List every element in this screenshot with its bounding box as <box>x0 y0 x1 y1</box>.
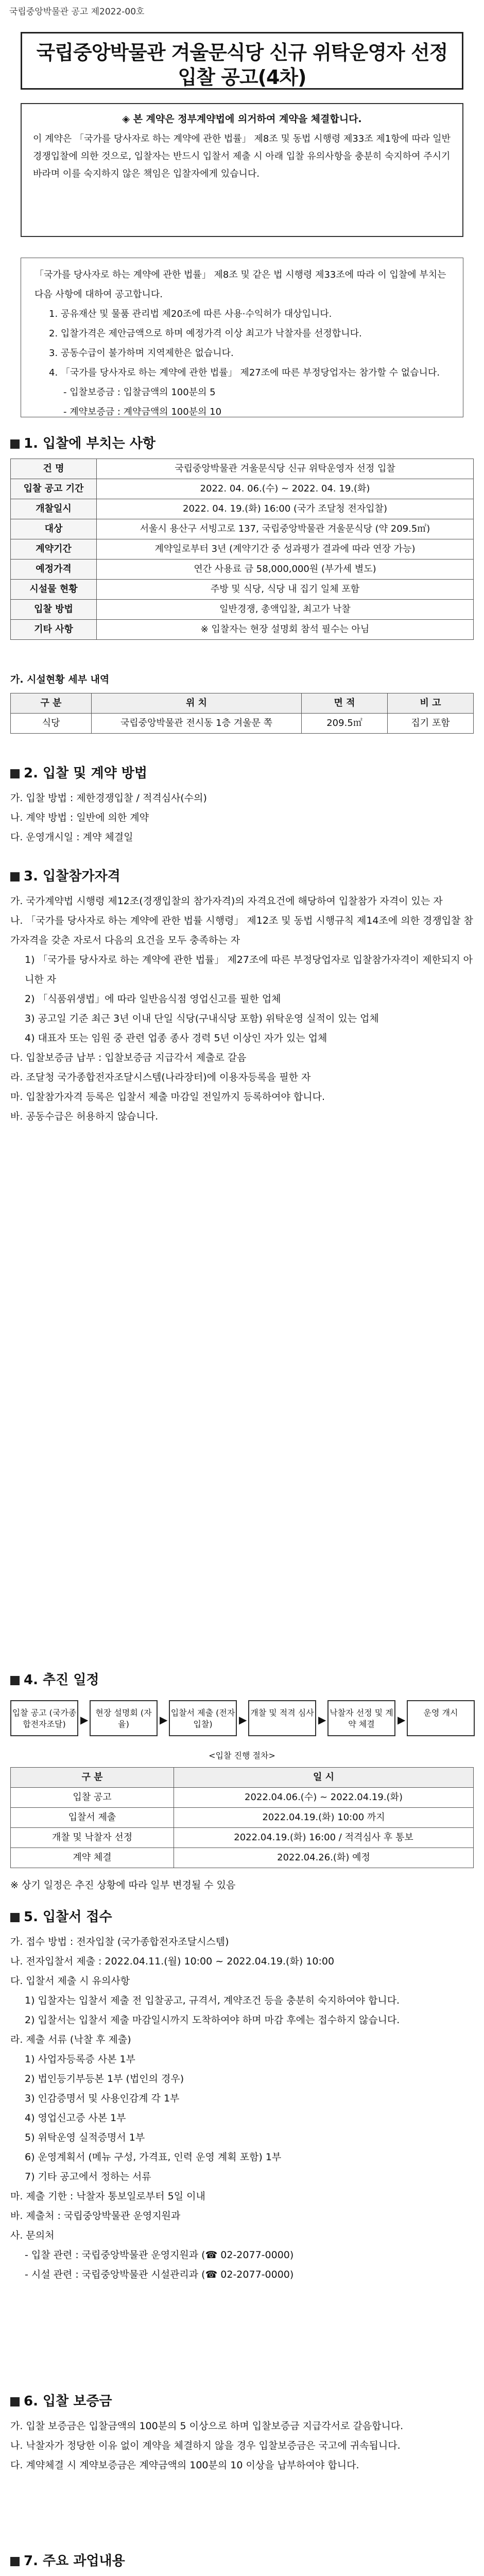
title-box <box>21 32 463 90</box>
table-header-row: 구 분 일 시 <box>11 1768 474 1788</box>
section-body: 가. 접수 방법 : 전자입찰 (국가종합전자조달시스템) 나. 전자입찰서 제출 : 2022.04.11.(월) 10:00 ~ 2022.04.19.(화) 10:00 다. 입찰서 제출 시 유의사항 1) 입찰자는 입찰서 제출 전 입찰공고, 규격서, 계약조건 등을 충분히 숙지하여야 합니다. 2) 입찰서는 입찰서 제출 마감일시까지 도착하여야 하며 마감 후에는 접수하지 않습니다. 라. 제출 서류 (낙찰 후 제출) 1) 사업자등록증 사본 1부 2) 법인등기부등본 1부 (법인의 경우) 3) 인감증명서 및 사용인감계 각 1부 4) 영업신고증 사본 1부 5) 위탁운영 실적증명서 1부 6) 운영계획서 (메뉴 구성, 가격표, 인력 운영 계획 포함) 1부 7) 기타 공고에서 정하는 서류 마. 제출 기한 : 낙찰자 통보일로부터 5일 이내 바. 제출처 : 국립중앙박물관 운영지원과 사. 문의처 - 입찰 관련 : 국립중앙박물관 운영지원과 (☎ 02-2077-0000) - 시설 관련 : 국립중앙박물관 시설관리과 (☎ 02-2077-0000) <box>10 1936 400 2280</box>
document-number: 국립중앙박물관 공고 제2022-00호 <box>9 7 145 17</box>
section-title: 3. 입찰참가자격 <box>10 866 120 885</box>
title-line-1: 국립중앙박물관 겨울문식당 신규 위탁운영자 선정 <box>36 41 448 64</box>
flow-step: 입찰 공고 (국가종합전자조달) <box>10 1700 78 1736</box>
bid-info-table <box>10 459 474 640</box>
intro-line: - 계약보증금 : 계약금액의 100분의 10 <box>63 406 222 417</box>
arrow-right-icon: ▶ <box>318 1714 326 1726</box>
process-flow <box>10 1700 474 1741</box>
arrow-right-icon: ▶ <box>80 1714 89 1726</box>
arrow-right-icon: ▶ <box>160 1714 168 1726</box>
table-row: 개찰일시 2022. 04. 19.(화) 16:00 (국가 조달청 전자입찰) <box>11 499 474 519</box>
facility-table <box>10 693 474 734</box>
flow-step: 입찰서 제출 (전자입찰) <box>169 1700 237 1736</box>
intro-box <box>21 258 463 417</box>
notice-heading: ◈ 본 계약은 정부계약법에 의거하여 계약을 체결합니다. <box>122 113 362 125</box>
section-title: 6. 입찰 보증금 <box>10 2391 112 2410</box>
schedule-table <box>10 1767 474 1868</box>
flow-step: 현장 설명회 (자율) <box>90 1700 158 1736</box>
table-row: 기타 사항 ※ 입찰자는 현장 설명회 참석 필수는 아님 <box>11 620 474 640</box>
section-body: 가. 입찰 방법 : 제한경쟁입찰 / 적격심사(수의) 나. 계약 방법 : 일반에 의한 계약 다. 운영개시일 : 계약 체결일 <box>10 792 207 843</box>
intro-line: 4. 「국가를 당사자로 하는 계약에 관한 법률」 제27조에 따른 부정당업자는 참가할 수 없습니다. <box>49 367 440 378</box>
table-row: 계약 체결 2022.04.26.(화) 예정 <box>11 1848 474 1868</box>
flow-step: 운영 개시 <box>407 1700 475 1736</box>
flow-caption: <입찰 진행 절차> <box>209 1751 275 1760</box>
arrow-right-icon: ▶ <box>239 1714 247 1726</box>
schedule-note: ※ 상기 일정은 추진 상황에 따라 일부 변경될 수 있음 <box>10 1879 236 1891</box>
section-title: 7. 주요 과업내용 <box>10 2550 125 2569</box>
section-title: 2. 입찰 및 계약 방법 <box>10 762 147 782</box>
table-row: 계약기간 계약일로부터 3년 (계약기간 중 성과평가 결과에 따라 연장 가능) <box>11 539 474 560</box>
flow-step: 개찰 및 적격 심사 <box>248 1700 316 1736</box>
table-row: 대상 서울시 용산구 서빙고로 137, 국립중앙박물관 겨울문식당 (약 209.5㎡) <box>11 519 474 539</box>
table-row: 입찰 방법 일반경쟁, 총액입찰, 최고가 낙찰 <box>11 600 474 620</box>
subsection-title: 가. 시설현황 세부 내역 <box>10 674 110 685</box>
table-row: 입찰 공고 2022.04.06.(수) ~ 2022.04.19.(화) <box>11 1788 474 1808</box>
intro-line: 3. 공동수급이 불가하며 지역제한은 없습니다. <box>49 348 234 359</box>
intro-line: 2. 입찰가격은 제안금액으로 하며 예정가격 이상 최고가 낙찰자를 선정합니다. <box>49 328 362 339</box>
section-title: 4. 추진 일정 <box>10 1669 99 1688</box>
table-row: 시설물 현황 주방 및 식당, 식당 내 집기 일체 포함 <box>11 580 474 600</box>
table-row: 개찰 및 낙찰자 선정 2022.04.19.(화) 16:00 / 적격심사 후 통보 <box>11 1828 474 1848</box>
section-title: 1. 입찰에 부치는 사항 <box>10 433 155 452</box>
section-body: 가. 입찰 보증금은 입찰금액의 100분의 5 이상으로 하며 입찰보증금 지급각서로 갈음합니다. 나. 낙찰자가 정당한 이유 없이 계약을 체결하지 않을 경우 입찰보증금은 국고에 귀속됩니다. 다. 계약체결 시 계약보증금은 계약금액의 100분의 10 이상을 납부하여야 합니다. <box>10 2420 404 2471</box>
arrow-right-icon: ▶ <box>397 1714 406 1726</box>
flow-step: 낙찰자 선정 및 계약 체결 <box>327 1700 395 1736</box>
table-row: 건 명 국립중앙박물관 겨울문식당 신규 위탁운영자 선정 입찰 <box>11 459 474 479</box>
section-body: 가. 국가계약법 시행령 제12조(경쟁입찰의 참가자격)의 자격요건에 해당하여 입찰참가 자격이 있는 자 나. 「국가를 당사자로 하는 계약에 관한 법률 시행령」 제12조 및 동법 시행규칙 제14조에 의한 경쟁입찰 참가자격을 갖춘 자로서 다음의 요건을 모두 충족하는 자 1) 「국가를 당사자로 하는 계약에 관한 법률」 제27조에 따른 부정당업자로 입찰참가자격이 제한되지 아니한 자 2) 「식품위생법」에 따라 일반음식점 영업신고를 필한 업체 3) 공고일 기준 최근 3년 이내 단일 식당(구내식당 포함) 위탁운영 실적이 있는 업체 4) 대표자 또는 임원 중 관련 업종 종사 경력 5년 이상인 자가 있는 업체 다. 입찰보증금 납부 : 입찰보증금 지급각서 제출로 갈음 라. 조달청 국가종합전자조달시스템(나라장터)에 이용자등록을 필한 자 마. 입찰참가자격 등록은 입찰서 제출 마감일 전일까지 등록하여야 합니다. 바. 공동수급은 허용하지 않습니다. <box>10 895 473 1122</box>
table-row: 입찰서 제출 2022.04.19.(화) 10:00 까지 <box>11 1808 474 1828</box>
title-line-2: 입찰 공고(4차) <box>178 66 306 89</box>
table-header-row: 구 분 위 치 면 적 비 고 <box>11 693 474 714</box>
intro-line: 1. 공유재산 및 물품 관리법 제20조에 따른 사용·수익허가 대상입니다. <box>49 309 332 319</box>
intro-line: - 입찰보증금 : 입찰금액의 100분의 5 <box>63 387 216 398</box>
notice-box <box>21 103 463 237</box>
table-row: 예정가격 연간 사용료 금 58,000,000원 (부가세 별도) <box>11 560 474 580</box>
table-row: 식당 국립중앙박물관 전시동 1층 겨울문 쪽 209.5㎡ 집기 포함 <box>11 714 474 734</box>
table-row: 입찰 공고 기간 2022. 04. 06.(수) ~ 2022. 04. 19.(화) <box>11 479 474 499</box>
section-title: 5. 입찰서 접수 <box>10 1906 112 1925</box>
notice-body: 이 계약은 「국가를 당사자로 하는 계약에 관한 법률」 제8조 및 동법 시행령 제33조 제1항에 따라 일반경쟁입찰에 의한 것으로, 입찰자는 반드시 입찰서 제출 시 아래 입찰 유의사항을 충분히 숙지하여 주시기 바라며 이를 숙지하지 않은 책임은 입찰자에게 있습니다. <box>33 133 451 179</box>
intro-line: 「국가를 당사자로 하는 계약에 관한 법률」 제8조 및 같은 법 시행령 제33조에 따라 이 입찰에 부치는 다음 사항에 대하여 공고합니다. <box>34 269 446 300</box>
